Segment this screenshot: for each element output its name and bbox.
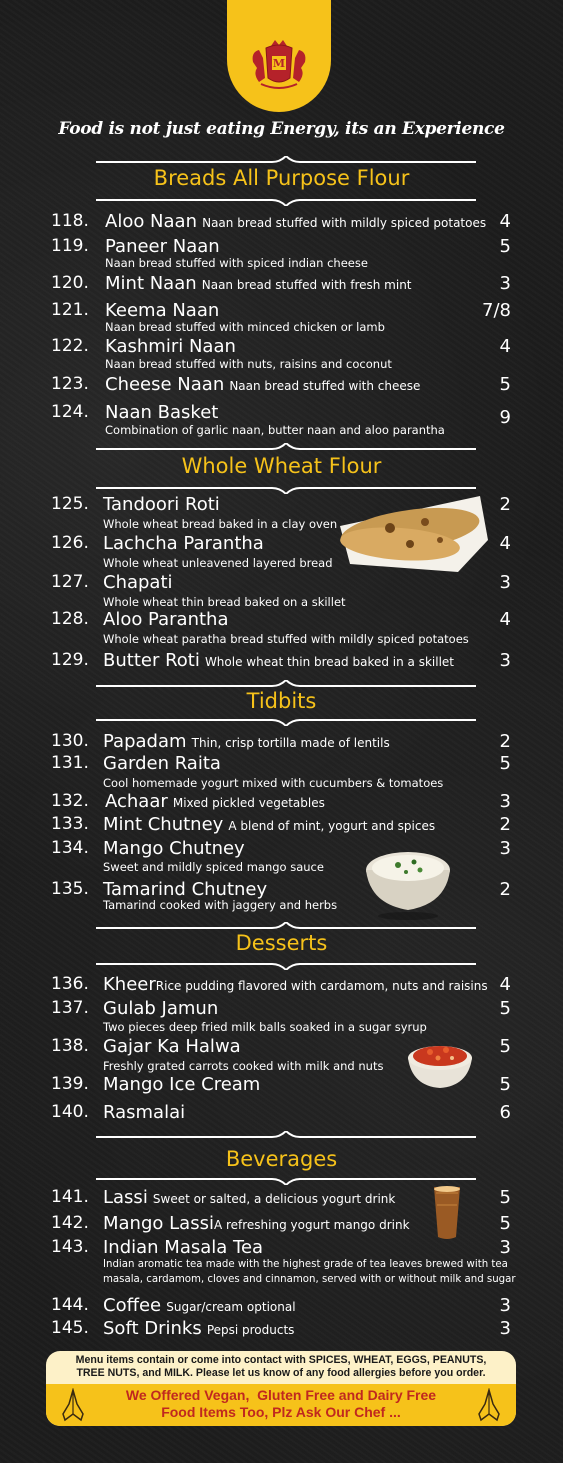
item-name: Tamarind Chutney <box>103 879 268 900</box>
item-number: 134. <box>51 838 89 858</box>
item-name: Mango Chutney <box>103 838 245 859</box>
item-price: 7/8 <box>482 300 511 321</box>
item-price: 5 <box>499 374 511 395</box>
item-description: Naan bread stuffed with minced chicken or lamb <box>105 320 385 334</box>
item-name: Aloo Naan <box>105 211 197 232</box>
item-price: 5 <box>499 1074 511 1095</box>
tagline: Food is not just eating Energy, its an Experience <box>58 119 505 139</box>
item-name: Butter Roti <box>103 650 200 671</box>
item-description: Cool homemade yogurt mixed with cucumbers & tomatoes <box>103 776 444 790</box>
item-description: Tamarind cooked with jaggery and herbs <box>103 898 338 912</box>
vegan-banner <box>46 1384 516 1426</box>
item-description: Naan bread stuffed with fresh mint <box>201 278 412 292</box>
section-title-desserts: Desserts <box>235 931 328 955</box>
item-description: Pepsi products <box>206 1323 295 1337</box>
item-price: 4 <box>499 533 511 554</box>
item-number: 128. <box>51 609 89 629</box>
item-description: Naan bread stuffed with spiced indian cheese <box>105 256 368 270</box>
item-name: Mango Lassi <box>103 1213 214 1234</box>
vegan-line-2: Food Items Too, Plz Ask Our Chef ... <box>161 1404 401 1420</box>
item-number: 132. <box>51 791 89 811</box>
halwa-bowl-image <box>404 1036 476 1092</box>
item-description: A refreshing yogurt mango drink <box>213 1218 410 1232</box>
item-name: Mint Naan <box>105 273 197 294</box>
item-price: 3 <box>499 273 511 294</box>
item-description: Rice pudding flavored with cardamom, nuts and raisins <box>155 979 488 993</box>
item-price: 3 <box>499 1237 511 1258</box>
item-name: Cheese Naan <box>105 374 225 395</box>
item-name: Lachcha Parantha <box>103 533 264 554</box>
item-price: 9 <box>499 407 511 428</box>
item-number: 126. <box>51 533 89 553</box>
section-divider <box>96 1131 476 1143</box>
item-description: Mixed pickled vegetables <box>172 796 325 810</box>
item-description: Indian aromatic tea made with the highest grade of tea leaves brewed with tea <box>103 1259 508 1270</box>
item-price: 2 <box>499 814 511 835</box>
naan-basket-image <box>330 492 492 574</box>
item-number: 142. <box>51 1213 89 1233</box>
section-title-tidbits: Tidbits <box>246 689 317 713</box>
item-description: Whole wheat unleavened layered bread <box>103 556 333 570</box>
item-number: 130. <box>51 731 89 751</box>
item-description: Freshly grated carrots cooked with milk and nuts <box>103 1059 384 1073</box>
item-number: 133. <box>51 814 89 834</box>
item-number: 129. <box>51 650 89 670</box>
section-divider <box>96 1173 476 1185</box>
item-price: 5 <box>499 1187 511 1208</box>
item-description: Naan bread stuffed with mildly spiced potatoes <box>202 216 487 230</box>
item-price: 2 <box>499 879 511 900</box>
item-name: Rasmalai <box>103 1102 186 1123</box>
item-price: 5 <box>499 236 511 257</box>
item-price: 2 <box>499 731 511 752</box>
logo-letter: M <box>272 57 286 70</box>
allergy-text <box>46 1354 516 1380</box>
item-description: Sugar/cream optional <box>166 1300 296 1314</box>
item-number: 143. <box>51 1237 89 1257</box>
item-description: Whole wheat paratha bread stuffed with mildly spiced potatoes <box>103 632 469 646</box>
section-divider <box>96 958 476 970</box>
item-number: 121. <box>51 300 89 320</box>
section-title-beverages: Beverages <box>225 1147 338 1171</box>
item-price: 3 <box>499 791 511 812</box>
item-number: 141. <box>51 1187 89 1207</box>
item-price: 5 <box>499 753 511 774</box>
item-price: 6 <box>499 1102 511 1123</box>
item-name: Indian Masala Tea <box>103 1237 264 1258</box>
item-number: 138. <box>51 1036 89 1056</box>
item-price: 4 <box>499 609 511 630</box>
item-description: Whole wheat thin bread baked on a skillet <box>103 595 346 609</box>
item-description: Naan bread stuffed with nuts, raisins and coconut <box>105 357 392 371</box>
item-name: Naan Basket <box>105 402 219 423</box>
section-title-whole-wheat: Whole Wheat Flour <box>181 454 382 478</box>
item-description-line2: masala, cardamom, cloves and cinnamon, served with or without milk and sugar <box>103 1274 516 1285</box>
item-number: 119. <box>51 236 89 256</box>
item-description: Whole wheat bread baked in a clay oven <box>103 517 338 531</box>
item-name: Papadam <box>103 731 187 752</box>
vegan-text <box>46 1387 516 1421</box>
item-name: Coffee <box>103 1295 162 1316</box>
allergy-notice <box>46 1351 516 1426</box>
item-price: 4 <box>499 974 511 995</box>
item-price: 4 <box>499 211 511 232</box>
allergy-line-1: Menu items contain or come into contact with SPICES, WHEAT, EGGS, PEANUTS, <box>75 1354 487 1366</box>
item-name: Soft Drinks <box>103 1318 202 1339</box>
item-price: 3 <box>499 572 511 593</box>
section-divider <box>96 194 476 206</box>
item-number: 136. <box>51 974 89 994</box>
item-number: 118. <box>51 211 89 231</box>
item-price: 3 <box>499 838 511 859</box>
item-name: Chapati <box>103 572 173 593</box>
item-number: 131. <box>51 753 89 773</box>
item-name: Lassi <box>103 1187 148 1208</box>
item-price: 2 <box>499 494 511 515</box>
item-name: Paneer Naan <box>105 236 220 257</box>
item-description: Sweet and mildly spiced mango sauce <box>103 860 324 874</box>
item-name: Garden Raita <box>103 753 221 774</box>
item-name: Aloo Parantha <box>103 609 229 630</box>
item-price: 4 <box>499 336 511 357</box>
item-price: 5 <box>499 998 511 1019</box>
logo-tab <box>227 0 331 112</box>
item-number: 123. <box>51 374 89 394</box>
raita-bowl-image <box>362 840 454 922</box>
item-number: 122. <box>51 336 89 356</box>
item-number: 120. <box>51 273 89 293</box>
item-name: Kashmiri Naan <box>105 336 236 357</box>
allergy-line-2: TREE NUTS, and MILK. Please let us know of any food allergies before you order. <box>76 1367 486 1379</box>
section-divider <box>96 714 476 726</box>
crest-logo-icon <box>249 38 309 96</box>
item-price: 5 <box>499 1213 511 1234</box>
item-name: Mint Chutney <box>103 814 224 835</box>
item-price: 3 <box>499 1295 511 1316</box>
item-price: 3 <box>499 650 511 671</box>
item-number: 145. <box>51 1318 89 1338</box>
item-number: 127. <box>51 572 89 592</box>
item-name: Mango Ice Cream <box>103 1074 261 1095</box>
item-description: Sweet or salted, a delicious yogurt drink <box>152 1192 396 1206</box>
item-description: Whole wheat thin bread baked in a skillet <box>204 655 454 669</box>
item-description: A blend of mint, yogurt and spices <box>228 819 436 833</box>
item-name: Keema Naan <box>105 300 220 321</box>
item-name: Achaar <box>105 791 168 812</box>
item-price: 3 <box>499 1318 511 1339</box>
item-number: 125. <box>51 494 89 514</box>
lassi-glass-image <box>432 1185 462 1241</box>
item-number: 137. <box>51 998 89 1018</box>
item-description: Two pieces deep fried milk balls soaked in a sugar syrup <box>103 1020 427 1034</box>
item-description: Thin, crisp tortilla made of lentils <box>191 736 390 750</box>
item-number: 144. <box>51 1295 89 1315</box>
item-number: 124. <box>51 402 89 422</box>
item-name: Kheer <box>103 974 156 995</box>
item-number: 140. <box>51 1102 89 1122</box>
item-number: 139. <box>51 1074 89 1094</box>
item-name: Gulab Jamun <box>103 998 219 1019</box>
item-name: Gajar Ka Halwa <box>103 1036 241 1057</box>
item-number: 135. <box>51 879 89 899</box>
section-title-breads: Breads All Purpose Flour <box>153 166 410 190</box>
vegan-line-1: We Offered Vegan, Gluten Free and Dairy Free <box>125 1387 437 1403</box>
item-price: 5 <box>499 1036 511 1057</box>
item-description: Combination of garlic naan, butter naan and aloo parantha <box>105 423 445 437</box>
item-description: Naan bread stuffed with cheese <box>229 379 421 393</box>
item-name: Tandoori Roti <box>103 494 220 515</box>
